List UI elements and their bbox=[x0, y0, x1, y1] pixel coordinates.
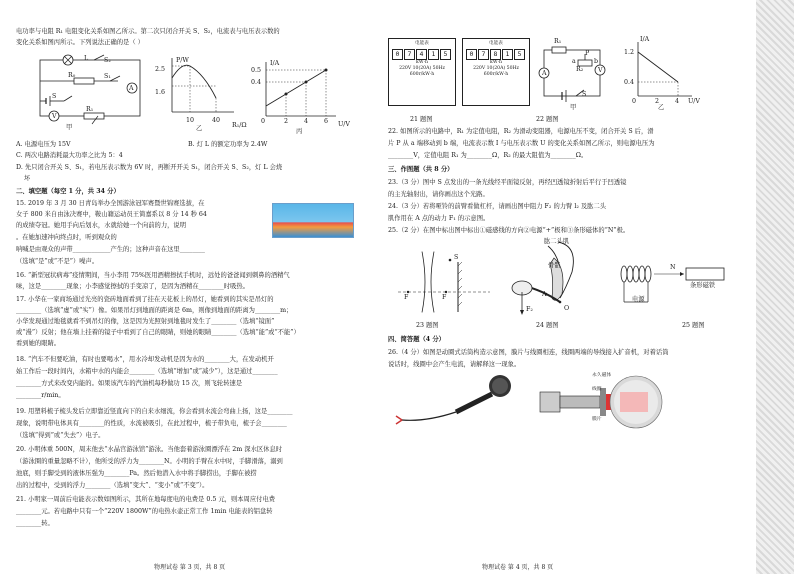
section-drawing-title: 三、作图题（共 8 分） bbox=[388, 166, 454, 173]
mic-label-diaphragm: 膜片 bbox=[592, 417, 602, 422]
bing-caption: 丙 bbox=[296, 128, 303, 135]
q23-line: 23.（3 分）图中 S 点发出的一条光线经平面镜反射，再经凹透镜折射后平行于凹透镜 bbox=[388, 179, 627, 186]
q22-line: ________V，定值电阻 R₁ 为________Ω，R₂ 的最大阻值为________Ω。 bbox=[388, 152, 588, 159]
q18-line: ________方式来改变内能的。如果该汽车的汽油机每秒做功 15 次，则飞轮转速是 bbox=[16, 380, 243, 387]
q26-line: 26.（4 分）如图是动圈式话筒构造示意图，膜片与线圈相连，线圈两端的导线接入扩音机，对着话筒 bbox=[388, 349, 669, 356]
q18-line: 18. “汽车不但要吃油，有时也要喝水”，用水冷却发动机是因为水的________大，在发动机开 bbox=[16, 356, 274, 363]
q23-lens-figure bbox=[398, 242, 494, 318]
meter-digit: 7 bbox=[404, 49, 415, 60]
mic-label-coil: 线圈 bbox=[592, 387, 602, 392]
q22-label-R1: R₁ bbox=[554, 38, 562, 45]
bing-x2: 4 bbox=[304, 118, 309, 125]
jia-label-S2: S₂ bbox=[104, 57, 111, 64]
q22-line: 片 P 从 a 端移动到 b 端，电流表示数 I 与电压表示数 U 的变化关系如图乙所示，则电源电压为 bbox=[388, 140, 655, 147]
q22-graph-y-label: I/A bbox=[640, 36, 650, 43]
q22-graph-x2: 4 bbox=[675, 98, 680, 105]
left-page bbox=[0, 0, 376, 574]
q16-line: 味，这是________现象；小李感觉擦拭的手变凉了，是因为酒精在________时吸热。 bbox=[16, 283, 249, 290]
jia-label-S: S bbox=[52, 93, 57, 100]
meter-title: 电能表 bbox=[489, 41, 503, 46]
q15-line: 女子 800 米自由泳决赛中，鞍山籍运动员王简嘉系以 8 分 14 秒 64 bbox=[16, 211, 207, 218]
q18-line: ________r/min。 bbox=[16, 392, 65, 399]
q22-graph-origin: 0 bbox=[632, 98, 637, 105]
q22-label-A: A bbox=[542, 70, 547, 77]
q22-graph-yi bbox=[634, 40, 696, 100]
section-short-answer-title: 四、简答题（4 分） bbox=[388, 336, 445, 343]
q21-line: 21. 小明家一周前后电能表示数如图所示，其所在地每度电的电费是 0.5 元，则本周应付电费 bbox=[16, 496, 276, 503]
jia-label-A: A bbox=[129, 85, 134, 92]
jia-caption: 甲 bbox=[66, 124, 73, 131]
q23-line: 的主光轴射出，请你画出这个光路。 bbox=[388, 191, 489, 198]
q22-label-R2: R₂ bbox=[576, 66, 584, 73]
q15-line: 15. 2019 年 3 月 30 日青岛举办全国游泳冠军赛暨世锦赛选拔，在 bbox=[16, 200, 205, 207]
jia-label-L: L bbox=[84, 55, 89, 62]
q22-label-V: V bbox=[598, 67, 603, 74]
q22-label-P: P bbox=[585, 50, 590, 57]
meter-digit: 8 bbox=[490, 49, 501, 60]
q20-line: 20. 小明体重 500N，周末他去“水晶宫游泳馆”游泳。当他套着游泳圈漂浮在 2m 深水区休息时 bbox=[16, 446, 283, 453]
q25-label-power: 电源 bbox=[632, 296, 645, 303]
meter-spec: 220V 10(20A) 50Hz bbox=[399, 66, 445, 71]
q22-label-b: b bbox=[594, 58, 599, 65]
q8-option-a: A. 电源电压为 15V bbox=[16, 141, 71, 148]
q19-line: （选填“得到”或“失去”）电子。 bbox=[16, 432, 105, 439]
q22-caption-jia: 甲 bbox=[570, 104, 577, 111]
meter-rate: 600r/kW·h bbox=[409, 72, 435, 77]
q8-option-b: B. 灯 L 的额定功率为 2.4W bbox=[188, 141, 268, 148]
jia-label-V: V bbox=[52, 113, 57, 120]
electric-meter-before bbox=[388, 38, 456, 106]
q8-graph-yi bbox=[168, 56, 236, 116]
meter-rate: 600r/kW·h bbox=[483, 72, 509, 77]
caption-24: 24 题图 bbox=[536, 322, 559, 329]
q17-line: ________（选填“虚”或“实”）像。如果吊灯到地面的距离是 6m，则像到地面的距离为________m； bbox=[16, 307, 293, 314]
q20-line: 池底，则手脚受到的液体压强为________Pa。然后他潜入水中将手脚捞出，手脚在被捞 bbox=[16, 470, 257, 477]
yi-y1: 2.5 bbox=[155, 66, 166, 73]
yi-caption: 乙 bbox=[196, 125, 203, 132]
jia-label-R1: R₁ bbox=[86, 106, 94, 113]
q22-label-S: S bbox=[582, 91, 587, 98]
bing-y-label: I/A bbox=[270, 60, 280, 67]
q25-label-N: N bbox=[670, 264, 676, 271]
caption-21: 21 题图 bbox=[410, 116, 433, 123]
meter-unit: kW·h bbox=[416, 60, 428, 65]
q22-graph-x1: 2 bbox=[655, 98, 660, 105]
left-page-footer: 物理试卷 第 3 页，共 8 页 bbox=[154, 564, 226, 571]
meter-digits bbox=[466, 49, 526, 60]
q19-line: 19. 用塑料梳子梳头发后立即靠近竖直向下的自来水细流，你会看到水流会弯曲上扬，这是________ bbox=[16, 408, 293, 415]
yi-y2: 1.6 bbox=[155, 89, 166, 96]
right-page bbox=[386, 0, 752, 574]
yi-x-label: R₁/Ω bbox=[232, 122, 247, 129]
meter-unit: kW·h bbox=[490, 60, 502, 65]
right-page-footer: 物理试卷 第 4 页，共 8 页 bbox=[482, 564, 554, 571]
section-fill-in-title: 二、填空题（每空 1 分，共 34 分） bbox=[16, 188, 120, 195]
meter-title: 电能表 bbox=[415, 41, 429, 46]
q21-line: ________元。若电路中只有一个“220V 1800W”的电热水壶正常工作 1min 电能表的铝盘转 bbox=[16, 508, 273, 515]
caption-23: 23 题图 bbox=[416, 322, 439, 329]
q20-line: （游泳圈的重量忽略不计），他所受的浮力为________N。小明的手臂在水中时，手脚滑落，溺到 bbox=[16, 458, 283, 465]
q24-label-A: A bbox=[542, 291, 547, 298]
q25-label-magnet: 条形磁铁 bbox=[690, 282, 716, 289]
q22-graph-x-label: U/V bbox=[688, 98, 700, 105]
q24-arm-figure bbox=[502, 238, 600, 322]
q15-line: 呐喊是由观众的声带____________产生的；这种声音在这里________ bbox=[16, 246, 205, 253]
q22-label-a: a bbox=[572, 58, 576, 65]
q8-option-c: C. 两次电路消耗最大功率之比为 5：4 bbox=[16, 152, 123, 159]
q17-line: 小华发现通过地毯就看不到吊灯的像，这是因为光照射到地毯时发生了________（选填“镜面” bbox=[16, 318, 275, 325]
yi-x2: 40 bbox=[212, 117, 221, 124]
q8-graph-bing bbox=[262, 60, 342, 120]
q17-line: 或“漫”）反射；他在墙上挂着的镜子中看到了自己的眼睛，则她的眼睛________（选填“能”或“不能”） bbox=[16, 329, 300, 336]
yi-y-label: P/W bbox=[176, 57, 189, 64]
meter-digit: 0 bbox=[392, 49, 403, 60]
bing-y2: 0.4 bbox=[251, 79, 262, 86]
meter-digit: 5 bbox=[440, 49, 451, 60]
meter-digit: 0 bbox=[466, 49, 477, 60]
swimmer-photo bbox=[272, 203, 354, 238]
q25-line: 25.（2 分）在图中标出图中标出①磁感线的方向②电源“+”极和③条形磁体的“N”极。 bbox=[388, 227, 630, 234]
q8-intro-line1: 电功率与电阻 R₁ 电阻变化关系如图乙所示。第二次只闭合开关 S、S₂，电流表与电压表示数的 bbox=[16, 28, 280, 35]
meter-digit: 7 bbox=[478, 49, 489, 60]
jia-label-R0: R₀ bbox=[68, 72, 76, 79]
meter-digit: 1 bbox=[502, 49, 513, 60]
q24-label-bone: 骨骼 bbox=[548, 262, 561, 269]
electric-meter-after bbox=[462, 38, 530, 106]
bing-y1: 0.5 bbox=[251, 67, 262, 74]
q22-caption-yi: 乙 bbox=[658, 104, 665, 111]
q20-line: 出的过程中，受到的浮力________（选填“变大”、“变小”或“不变”）。 bbox=[16, 482, 209, 489]
bing-origin: 0 bbox=[261, 118, 266, 125]
q24-label-bicep: 肱二头肌 bbox=[544, 238, 570, 245]
q22-graph-y1: 1.2 bbox=[624, 49, 635, 56]
q17-line: 17. 小华在一家商场通过光亮的瓷砖地面看到了挂在天花板上的吊灯，她看到的其实是吊灯的 bbox=[16, 296, 274, 303]
microphone-photo bbox=[396, 372, 526, 432]
q8-option-d-line1: D. 先只闭合开关 S、S₁，若电压表示数为 6V 时，再断开开关 S₁，闭合开关 S、S₂，灯 L 会烧 bbox=[16, 164, 283, 171]
q8-option-d-line2: 坏 bbox=[24, 175, 31, 182]
yi-x1: 10 bbox=[186, 117, 195, 124]
q24-line: 肌作用在 A 点的动力 F₁ 的示意图。 bbox=[388, 215, 490, 222]
meter-spec: 220V 10(20A) 50Hz bbox=[473, 66, 519, 71]
mic-label-magnet: 永久磁体 bbox=[592, 373, 612, 378]
q17-line: 看到她的眼睛。 bbox=[16, 340, 61, 347]
meter-digits bbox=[392, 49, 452, 60]
q8-intro-line2: 变化关系如图丙所示。下列说法正确的是（ ） bbox=[16, 39, 144, 46]
jia-label-S1: S₁ bbox=[104, 73, 111, 80]
q21-line: ________转。 bbox=[16, 520, 54, 527]
q23-label-S: S bbox=[454, 254, 459, 261]
q15-line: （选填“是”或“不是”）噪声。 bbox=[16, 258, 99, 265]
q22-line: 22. 如图所示的电路中，R₁ 为定值电阻，R₂ 为滑动变阻器，电源电压不变，闭合开关 S 后，滑 bbox=[388, 128, 654, 135]
q19-line: 现象，说明带电体具有________的性质，水流被吸引，在此过程中，梳子带负电，梳子会________ bbox=[16, 420, 287, 427]
meter-digit: 4 bbox=[416, 49, 427, 60]
decorative-border bbox=[756, 0, 794, 574]
q15-line: 。在她加速冲向终点时，听到观众的 bbox=[16, 234, 117, 241]
q26-line: 说话时，线圈中会产生电流，请解释这一现象。 bbox=[388, 361, 521, 368]
meter-digit: 1 bbox=[428, 49, 439, 60]
q23-label-F-left: F bbox=[404, 294, 409, 301]
q22-graph-y2: 0.4 bbox=[624, 79, 635, 86]
q24-line: 24.（3 分）若将哑铃的前臂看做杠杆，请画出图中阻力 F₂ 的力臂 l₂ 及肱二头 bbox=[388, 203, 607, 210]
meter-digit: 5 bbox=[514, 49, 525, 60]
q15-line: 的成绩夺冠。她用手向后划水，水就给她一个向前的力，说明 bbox=[16, 222, 187, 229]
q23-label-F-right: F bbox=[442, 294, 447, 301]
bing-x1: 2 bbox=[284, 118, 289, 125]
bing-x3: 6 bbox=[324, 118, 329, 125]
bing-x-label: U/V bbox=[338, 121, 350, 128]
q18-line: 始工作后一段时间内，水箱中水的内能会________（选填“增加”或“减少”），这是通过________ bbox=[16, 368, 278, 375]
caption-22: 22 题图 bbox=[536, 116, 559, 123]
caption-25: 25 题图 bbox=[682, 322, 705, 329]
q24-label-O: O bbox=[564, 305, 570, 312]
q24-label-F2: F₂ bbox=[526, 306, 533, 313]
q16-line: 16. “新型冠状病毒”疫情期间，当小李用 75%医用酒精擦拭手机时，远处的爸爸闻到刺鼻的酒精气 bbox=[16, 272, 290, 279]
